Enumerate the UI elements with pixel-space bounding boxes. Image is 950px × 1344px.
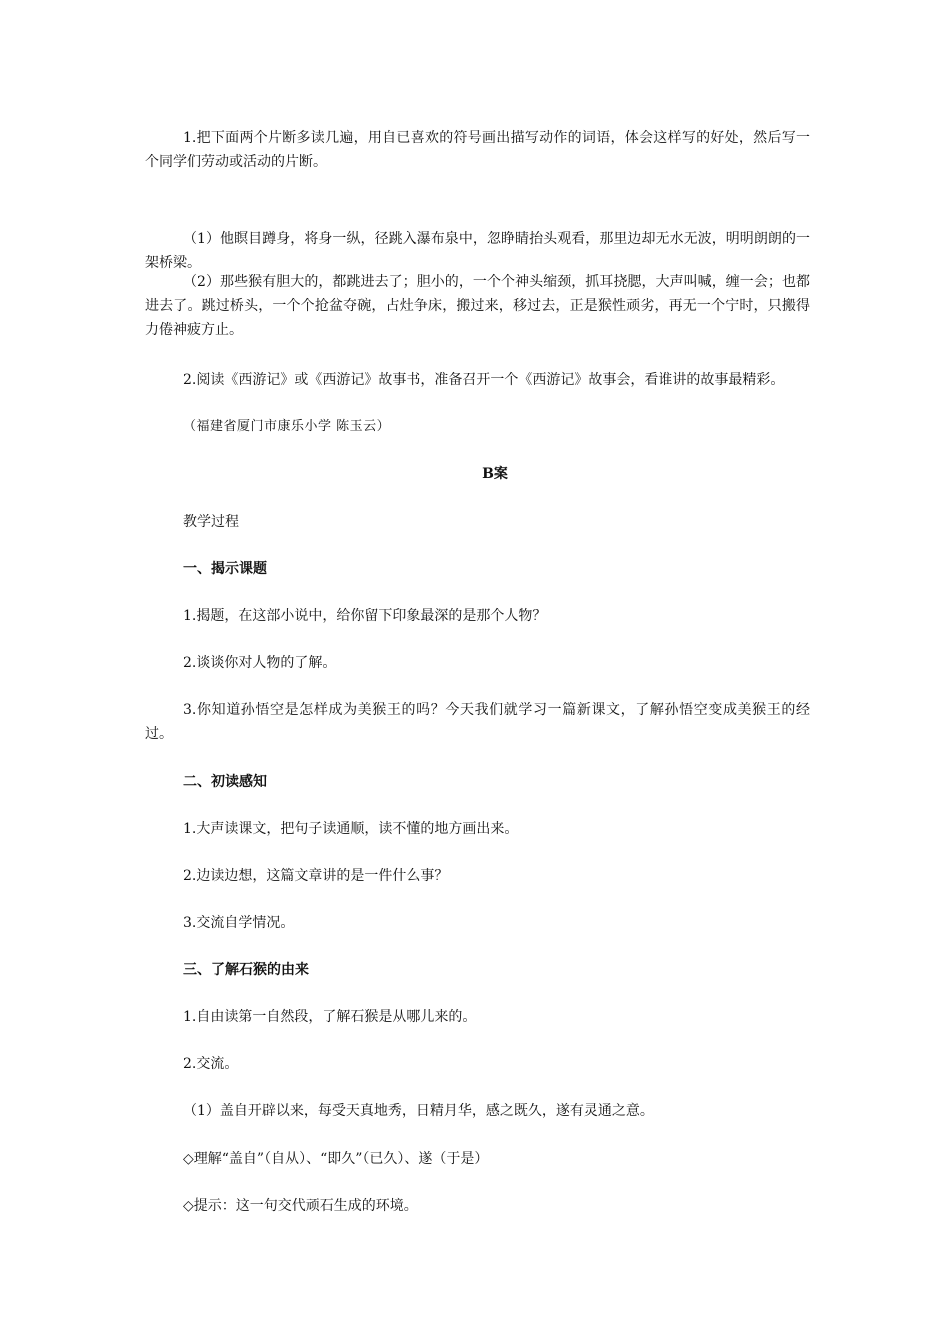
exercise-item-1-excerpt-2: （2）那些猴有胆大的，都跳进去了；胆小的，一个个神头缩颈，抓耳挠腮，大声叫喊，缠一会；也都进去了。跳过桥头，一个个抢盆夺碗，占灶争床，搬过来，移过去，正是猴性顽劣，再无一个宁时，只搬得力倦神疲方止。 bbox=[145, 274, 810, 338]
section-heading: 二、初读感知 bbox=[183, 774, 267, 790]
list-item: ◇提示：这一句交代顽石生成的环境。 bbox=[183, 1198, 418, 1214]
list-item: 1.自由读第一自然段，了解石猴是从哪儿来的。 bbox=[183, 1009, 477, 1025]
list-item: 2.边读边想，这篇文章讲的是一件什么事？ bbox=[183, 868, 449, 884]
exercise-item-2: 2.阅读《西游记》或《西游记》故事书，准备召开一个《西游记》故事会，看谁讲的故事最精彩。 bbox=[183, 372, 785, 388]
source-attribution: （福建省厦门市康乐小学 陈玉云） bbox=[183, 419, 391, 434]
exercise-item-1: 1.把下面两个片断多读几遍，用自已喜欢的符号画出描写动作的词语，体会这样写的好处，然后写一个同学们劳动或活动的片断。 bbox=[145, 130, 810, 170]
list-item: 3.交流自学情况。 bbox=[183, 915, 295, 931]
list-item: 2.谈谈你对人物的了解。 bbox=[183, 655, 337, 671]
section-heading: 三、了解石猴的由来 bbox=[183, 962, 309, 978]
list-item: 3.你知道孙悟空是怎样成为美猴王的吗？今天我们就学习一篇新课文，了解孙悟空变成美猴王的经过。 bbox=[145, 702, 810, 742]
list-item: 1.大声读课文，把句子读通顺，读不懂的地方画出来。 bbox=[183, 821, 519, 837]
list-item: （1）盖自开辟以来，每受天真地秀，日精月华，感之既久，遂有灵通之意。 bbox=[183, 1103, 654, 1119]
exercise-item-1-excerpt-1: （1）他瞑目蹲身，将身一纵，径跳入瀑布泉中，忽睁睛抬头观看，那里边却无水无波，明明朗朗的一架桥梁。 bbox=[145, 231, 810, 271]
plan-b-title: B案 bbox=[482, 466, 508, 482]
list-item: ◇理解“盖自”（自从）、“即久”（已久）、遂（于是） bbox=[183, 1151, 489, 1167]
list-item: 2.交流。 bbox=[183, 1056, 239, 1072]
list-item: 1.揭题，在这部小说中，给你留下印象最深的是那个人物？ bbox=[183, 608, 547, 624]
section-heading: 一、揭示课题 bbox=[183, 561, 267, 577]
teaching-process-label: 教学过程 bbox=[183, 514, 239, 530]
